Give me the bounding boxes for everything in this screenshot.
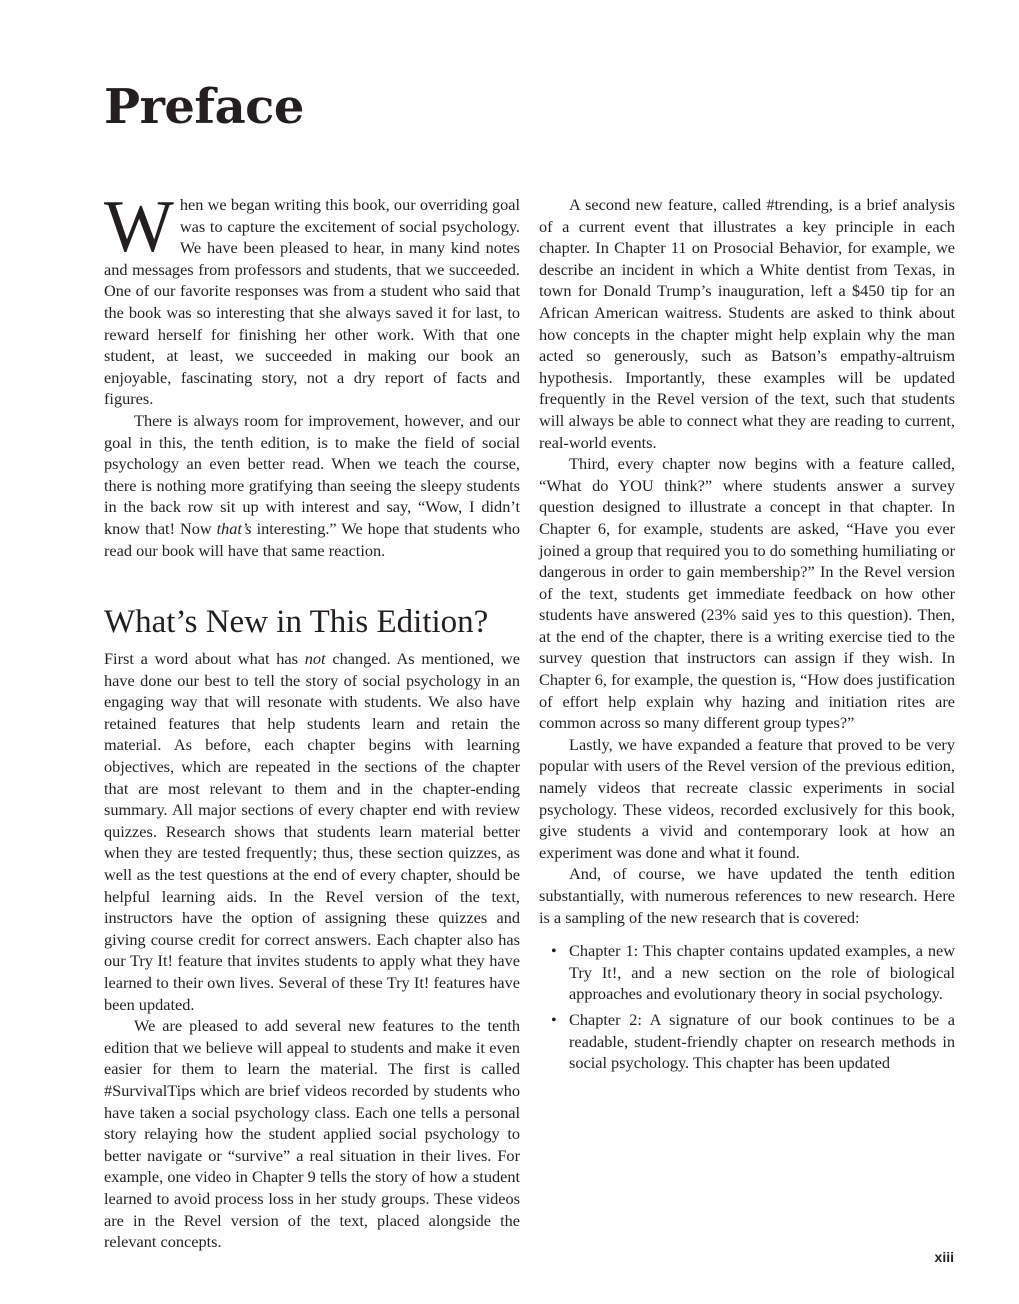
page-title: Preface — [104, 79, 304, 135]
left-column — [104, 186, 520, 1253]
intro-paragraph-1-text: hen we began writing this book, our overriding goal was to capture the excitement of social psychology. We have been pleased to hear, in many kind notes and messages from professors and students, that we succeeded. One of our favorite responses was from a student who said that the book was so interesting that she always saved it for last, to reward herself for finishing her other work. With that one student, at least, we succeeded in making our book an enjoyable, fascinating story, not a dry report of facts and figures. — [104, 195, 520, 409]
drop-cap: W — [104, 186, 174, 268]
intro-paragraph-2-text-a: There is always room for improvement, however, and our goal in this, the tenth edition, is to make the field of social psychology an even better read. When we teach the course, there is nothing more gratifying than seeing the sleepy students in the back row sit up with interest and say, “Wow, I didn’t know that! Now — [104, 410, 520, 538]
bullet-item-chapter-2 — [539, 1009, 955, 1074]
section-heading-whats-new: What’s New in This Edition? — [104, 604, 489, 641]
bullet-item-text: Chapter 2: A signature of our book continues to be a readable, student-friendly chapter on research methods in social psychology. This chapter has been updated — [569, 1009, 955, 1073]
intro-paragraph-2-emphasis: that’s — [216, 518, 252, 538]
whats-new-paragraph-3: A second new feature, called #trending, is a brief analysis of a current event that illustrates a key principle in each chapter. In Chapter 11 on Prosocial Behavior, for example, we describe an incident in which a White dentist from Texas, in town for Donald Trump’s inauguration, left a $450 tip for an African American waitress. Students are asked to think about how concepts in the chapter might help explain why the man acted so generously, such as Batson’s empathy-altruism hypothesis. Importantly, these examples will be updated frequently in the Revel version of the text, such that students will always be able to connect what they are reading to current, real-world events. — [539, 195, 955, 452]
whats-new-paragraph-1 — [104, 648, 520, 1015]
research-bullet-list — [539, 940, 955, 1074]
whats-new-paragraph-5: Lastly, we have expanded a feature that proved to be very popular with users of the Revel version of the previous edition, namely videos that recreate classic experiments in social psychology. These videos, recorded exclusively for this book, give students a vivid and contemporary look at how an experiment was done and what it found. — [539, 734, 955, 862]
whats-new-paragraph-6: And, of course, we have updated the tenth edition substantially, with numerous references to new research. Here is a sampling of the new research that is covered: — [539, 864, 955, 927]
whats-new-paragraph-1-text-a: First a word about what has — [104, 649, 305, 669]
intro-paragraph-2 — [104, 410, 520, 561]
right-column — [539, 194, 955, 1078]
bullet-item-text: Chapter 1: This chapter contains updated examples, a new Try It!, and a new section on the role of biological approaches and evolutionary theory in social psychology. — [569, 941, 955, 1004]
whats-new-paragraph-1-emphasis: not — [304, 649, 326, 669]
bullet-icon: • — [551, 1009, 557, 1029]
intro-paragraph-2-text-b: interesting.” We hope that students who read our book will have that same reaction. — [104, 518, 520, 560]
whats-new-paragraph-2: We are pleased to add several new features to the tenth edition that we believe will appeal to students and make it even easier for them to learn the material. The first is called #SurvivalTips which are brief videos recorded by students who have taken a social psychology class. Each one tells a personal story relaying how the student applied social psychology to better navigate or “survive” a real situation in their lives. For example, one video in Chapter 9 tells the story of how a student learned to avoid process loss in her study groups. These videos are in the Revel version of the text, placed alongside the relevant concepts. — [104, 1016, 520, 1252]
bullet-icon: • — [551, 941, 557, 961]
bullet-item-chapter-1 — [539, 940, 955, 1005]
whats-new-paragraph-1-text-b: changed. As mentioned, we have done our best to tell the story of social psychology in an engaging way that will resonate with students. We also have retained features that help students learn and retain the material. As before, each chapter begins with learning objectives, which are repeated in the sections of the chapter that are most relevant to them and in the chapter-ending summary. All major sections of every chapter end with review quizzes. Research shows that students learn material better when they are tested frequently; thus, these section quizzes, as well as the test questions at the end of every chapter, should be helpful learning aids. In the Revel version of the text, instructors have the option of assigning these quizzes and giving course credit for correct answers. Each chapter also has our Try It! feature that invites students to apply what they have learned to their own lives. Several of these Try It! features have been updated. — [104, 649, 520, 1014]
page-number: xiii — [934, 1249, 954, 1265]
intro-paragraph-1 — [104, 186, 520, 410]
whats-new-paragraph-4: Third, every chapter now begins with a feature called, “What do YOU think?” where students answer a survey question designed to illustrate a concept in that chapter. In Chapter 6, for example, students are asked, “Have you ever joined a group that required you to do something humiliating or dangerous in order to gain membership?” In the Revel version of the text, students get immediate feedback on how other students have answered (23% said yes to this question). Then, at the end of the chapter, there is a writing exercise tied to the survey question that instructors can assign if they wish. In Chapter 6, for example, the question is, “How does justification of effort help explain why hazing and initiation rites are common across so many different group types?” — [539, 454, 955, 733]
